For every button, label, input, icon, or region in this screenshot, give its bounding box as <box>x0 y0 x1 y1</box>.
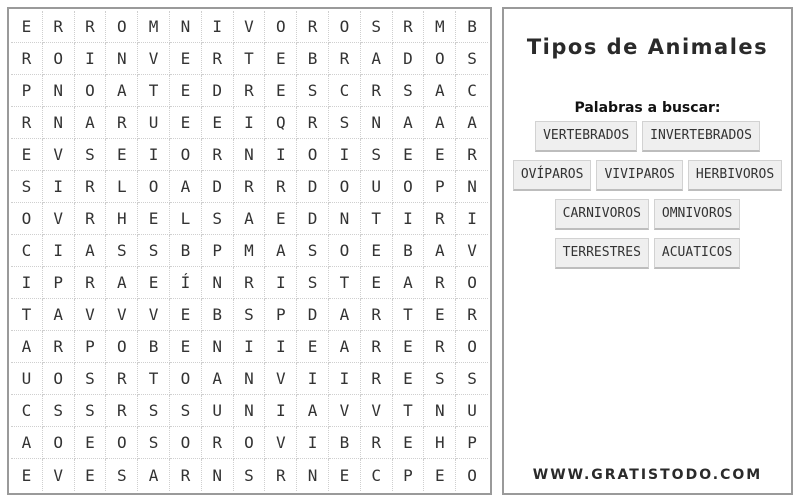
site-footer: WWW.GRATISTODO.COM <box>532 467 763 483</box>
grid-cell[interactable]: A <box>456 107 488 139</box>
grid-cell[interactable]: S <box>106 459 138 491</box>
grid-cell[interactable]: C <box>361 459 393 491</box>
grid-cell[interactable]: S <box>424 363 456 395</box>
grid-cell[interactable]: E <box>329 459 361 491</box>
grid-cell[interactable]: D <box>297 299 329 331</box>
grid-cell[interactable]: E <box>393 363 425 395</box>
word-chip[interactable]: HERBIVOROS <box>688 160 782 191</box>
grid-cell[interactable]: B <box>138 331 170 363</box>
grid-cell[interactable]: O <box>138 171 170 203</box>
grid-cell[interactable]: E <box>106 139 138 171</box>
grid-cell[interactable]: R <box>202 139 234 171</box>
grid-cell[interactable]: R <box>265 459 297 491</box>
grid-cell[interactable]: I <box>234 331 266 363</box>
grid-cell[interactable]: R <box>11 43 43 75</box>
grid-cell[interactable]: P <box>43 267 75 299</box>
grid-cell[interactable]: S <box>138 427 170 459</box>
grid-cell[interactable]: I <box>297 363 329 395</box>
grid-cell[interactable]: B <box>297 43 329 75</box>
grid-cell[interactable]: I <box>43 235 75 267</box>
grid-cell[interactable]: N <box>329 203 361 235</box>
grid-cell[interactable]: D <box>202 171 234 203</box>
grid-cell[interactable]: N <box>202 331 234 363</box>
grid-cell[interactable]: E <box>361 235 393 267</box>
grid-cell[interactable]: O <box>265 11 297 43</box>
grid-cell[interactable]: A <box>297 395 329 427</box>
grid-cell[interactable]: E <box>138 267 170 299</box>
grid-cell[interactable]: R <box>43 331 75 363</box>
grid-cell[interactable]: N <box>202 459 234 491</box>
word-chip[interactable]: OVÍPAROS <box>513 160 592 191</box>
grid-cell[interactable]: O <box>456 331 488 363</box>
word-chip[interactable]: CARNIVOROS <box>555 199 649 230</box>
grid-cell[interactable]: R <box>75 11 107 43</box>
grid-cell[interactable]: E <box>170 331 202 363</box>
grid-cell[interactable]: A <box>202 363 234 395</box>
grid-cell[interactable]: S <box>297 75 329 107</box>
grid-cell[interactable]: E <box>424 459 456 491</box>
grid-cell[interactable]: I <box>75 43 107 75</box>
grid-cell[interactable]: T <box>329 267 361 299</box>
grid-cell[interactable]: R <box>456 139 488 171</box>
grid-cell[interactable]: N <box>43 107 75 139</box>
grid-cell[interactable]: P <box>393 459 425 491</box>
grid-cell[interactable]: O <box>43 427 75 459</box>
grid-cell[interactable]: T <box>393 299 425 331</box>
grid-cell[interactable]: U <box>456 395 488 427</box>
grid-cell[interactable]: O <box>467 465 477 485</box>
grid-cell[interactable]: R <box>234 171 266 203</box>
grid-cell[interactable]: S <box>361 139 393 171</box>
grid-cell[interactable]: O <box>170 363 202 395</box>
grid-cell[interactable]: N <box>170 11 202 43</box>
grid-cell[interactable]: O <box>329 11 361 43</box>
grid-cell[interactable]: B <box>393 235 425 267</box>
grid-cell[interactable]: D <box>297 203 329 235</box>
grid-cell[interactable]: A <box>43 299 75 331</box>
grid-cell[interactable]: O <box>456 267 488 299</box>
grid-cell[interactable]: S <box>11 171 43 203</box>
grid-cell[interactable]: N <box>361 107 393 139</box>
grid-cell[interactable]: O <box>106 427 138 459</box>
grid-cell[interactable]: N <box>106 43 138 75</box>
grid-cell[interactable]: R <box>106 107 138 139</box>
grid-cell[interactable]: R <box>361 427 393 459</box>
grid-cell[interactable]: M <box>234 235 266 267</box>
grid-cell[interactable]: C <box>456 75 488 107</box>
grid-cell[interactable]: E <box>11 11 43 43</box>
grid-cell[interactable]: V <box>234 11 266 43</box>
grid-cell[interactable]: O <box>11 203 43 235</box>
word-chip[interactable]: TERRESTRES <box>555 238 649 269</box>
grid-cell[interactable]: R <box>424 203 456 235</box>
grid-cell[interactable]: T <box>393 395 425 427</box>
grid-cell[interactable]: I <box>393 203 425 235</box>
grid-cell[interactable]: E <box>393 427 425 459</box>
grid-cell[interactable]: D <box>202 75 234 107</box>
grid-cell[interactable]: P <box>265 299 297 331</box>
grid-cell[interactable]: N <box>234 363 266 395</box>
grid-cell[interactable]: N <box>234 139 266 171</box>
grid-cell[interactable]: V <box>75 299 107 331</box>
grid-cell[interactable]: V <box>138 43 170 75</box>
grid-cell[interactable]: P <box>456 427 488 459</box>
grid-cell[interactable]: E <box>424 299 456 331</box>
grid-cell[interactable]: A <box>393 267 425 299</box>
word-list <box>512 121 783 269</box>
grid-cell[interactable]: T <box>138 363 170 395</box>
grid-cell[interactable]: I <box>265 267 297 299</box>
grid-cell[interactable]: R <box>202 427 234 459</box>
grid-cell[interactable]: O <box>106 11 138 43</box>
grid-cell[interactable]: A <box>424 235 456 267</box>
grid-cell[interactable]: V <box>265 427 297 459</box>
grid-cell[interactable]: V <box>43 139 75 171</box>
grid-cell[interactable]: E <box>75 459 107 491</box>
grid-cell[interactable]: E <box>265 75 297 107</box>
grid-cell[interactable]: N <box>424 395 456 427</box>
grid-cell[interactable]: O <box>106 331 138 363</box>
grid-cell[interactable]: R <box>361 75 393 107</box>
grid-cell[interactable]: C <box>11 235 43 267</box>
grid-cell[interactable]: P <box>424 171 456 203</box>
grid-cell[interactable]: A <box>424 75 456 107</box>
grid-cell[interactable]: R <box>424 267 456 299</box>
grid-cell[interactable]: S <box>297 267 329 299</box>
word-list-panel <box>502 7 793 495</box>
word-chip[interactable]: VIVIPAROS <box>596 160 682 191</box>
grid-cell[interactable]: R <box>329 43 361 75</box>
grid-cell[interactable]: N <box>234 395 266 427</box>
grid-cell[interactable]: I <box>43 171 75 203</box>
grid-cell[interactable]: H <box>424 427 456 459</box>
grid-cell[interactable]: E <box>424 139 456 171</box>
grid-cell[interactable]: S <box>456 43 488 75</box>
grid-cell[interactable]: P <box>11 75 43 107</box>
grid-cell[interactable]: B <box>329 427 361 459</box>
grid-cell[interactable]: S <box>456 363 488 395</box>
grid-cell[interactable]: R <box>234 75 266 107</box>
word-list-heading: Palabras a buscar: <box>574 100 721 116</box>
grid-cell[interactable]: T <box>138 75 170 107</box>
grid-cell[interactable]: C <box>329 75 361 107</box>
grid-cell[interactable]: E <box>75 427 107 459</box>
grid-cell[interactable]: E <box>138 203 170 235</box>
grid-cell[interactable]: N <box>43 75 75 107</box>
grid-cell[interactable]: A <box>361 43 393 75</box>
grid-cell[interactable]: S <box>234 299 266 331</box>
grid-cell[interactable]: R <box>106 363 138 395</box>
grid-cell[interactable]: R <box>456 299 488 331</box>
grid-cell[interactable]: I <box>265 395 297 427</box>
word-chip[interactable]: OMNIVOROS <box>654 199 740 230</box>
grid-cell[interactable]: A <box>11 427 43 459</box>
grid-cell[interactable]: E <box>393 331 425 363</box>
grid-cell[interactable]: E <box>297 331 329 363</box>
grid-cell[interactable]: R <box>265 171 297 203</box>
grid-cell[interactable]: O <box>170 139 202 171</box>
grid-cell[interactable]: N <box>456 171 488 203</box>
grid-cell[interactable]: O <box>329 171 361 203</box>
grid-cell[interactable]: S <box>75 363 107 395</box>
grid-cell[interactable]: O <box>43 43 75 75</box>
grid-cell[interactable]: E <box>170 299 202 331</box>
grid-cell[interactable]: A <box>106 75 138 107</box>
grid-cell[interactable]: E <box>361 267 393 299</box>
grid-cell[interactable]: B <box>170 235 202 267</box>
grid-cell[interactable]: P <box>202 235 234 267</box>
grid-cell[interactable]: A <box>234 203 266 235</box>
word-chip[interactable]: VERTEBRADOS <box>535 121 637 152</box>
grid-cell[interactable]: I <box>456 203 488 235</box>
grid-cell[interactable]: V <box>265 363 297 395</box>
grid-cell[interactable]: R <box>297 11 329 43</box>
grid-cell[interactable]: I <box>329 363 361 395</box>
grid-cell[interactable]: B <box>456 11 488 43</box>
grid-cell[interactable]: A <box>265 235 297 267</box>
grid-cell[interactable]: A <box>75 107 107 139</box>
grid-cell[interactable]: Q <box>265 107 297 139</box>
grid-cell[interactable]: Í <box>170 267 202 299</box>
grid-cell[interactable]: E <box>11 139 43 171</box>
grid-cell[interactable]: R <box>75 203 107 235</box>
grid-cell[interactable]: S <box>170 395 202 427</box>
grid-cell[interactable]: I <box>265 139 297 171</box>
grid-cell[interactable]: E <box>170 75 202 107</box>
word-chip[interactable]: ACUATICOS <box>654 238 740 269</box>
grid-cell[interactable]: B <box>202 299 234 331</box>
grid-cell[interactable]: E <box>11 459 43 491</box>
grid-cell[interactable]: R <box>202 43 234 75</box>
grid-cell[interactable]: I <box>265 331 297 363</box>
grid-cell[interactable]: R <box>424 331 456 363</box>
grid-cell[interactable]: V <box>106 299 138 331</box>
grid-cell[interactable]: I <box>329 139 361 171</box>
grid-cell[interactable]: R <box>75 171 107 203</box>
grid-cell[interactable]: A <box>138 459 170 491</box>
grid-cell[interactable]: E <box>202 107 234 139</box>
grid-cell[interactable]: V <box>329 395 361 427</box>
grid-cell[interactable]: N <box>297 459 329 491</box>
letter-grid <box>11 11 488 491</box>
grid-cell[interactable]: R <box>361 331 393 363</box>
grid-cell[interactable]: S <box>234 459 266 491</box>
grid-cell[interactable]: L <box>106 171 138 203</box>
grid-cell[interactable]: H <box>106 203 138 235</box>
grid-cell[interactable]: S <box>43 395 75 427</box>
grid-cell[interactable]: V <box>456 235 488 267</box>
grid-cell[interactable]: E <box>265 203 297 235</box>
grid-cell[interactable]: R <box>170 459 202 491</box>
grid-cell[interactable]: E <box>170 43 202 75</box>
grid-cell[interactable]: T <box>11 299 43 331</box>
grid-cell[interactable]: A <box>106 267 138 299</box>
grid-cell[interactable]: D <box>297 171 329 203</box>
grid-cell[interactable]: I <box>234 107 266 139</box>
grid-cell[interactable]: L <box>170 203 202 235</box>
grid-cell[interactable]: E <box>170 107 202 139</box>
grid-cell[interactable]: S <box>106 235 138 267</box>
grid-cell[interactable]: T <box>361 203 393 235</box>
grid-cell[interactable]: O <box>297 139 329 171</box>
grid-cell[interactable]: U <box>361 171 393 203</box>
grid-cell[interactable]: S <box>361 11 393 43</box>
grid-cell[interactable]: S <box>75 395 107 427</box>
grid-cell[interactable]: R <box>43 11 75 43</box>
grid-cell[interactable]: O <box>393 171 425 203</box>
grid-cell[interactable]: C <box>11 395 43 427</box>
grid-cell[interactable]: V <box>361 395 393 427</box>
grid-cell[interactable]: S <box>329 107 361 139</box>
grid-cell[interactable]: I <box>11 267 43 299</box>
grid-cell[interactable]: R <box>234 267 266 299</box>
grid-cell[interactable]: S <box>393 75 425 107</box>
grid-cell[interactable]: S <box>297 235 329 267</box>
grid-cell[interactable]: S <box>75 139 107 171</box>
grid-cell[interactable]: A <box>170 171 202 203</box>
grid-cell[interactable]: O <box>43 363 75 395</box>
grid-cell[interactable]: O <box>424 43 456 75</box>
grid-cell[interactable]: M <box>424 11 456 43</box>
grid-cell[interactable]: R <box>75 267 107 299</box>
grid-cell[interactable]: E <box>265 43 297 75</box>
puzzle-title: Tipos de Animales <box>526 35 769 59</box>
grid-cell[interactable]: O <box>170 427 202 459</box>
grid-cell[interactable]: N <box>202 267 234 299</box>
grid-cell[interactable]: I <box>297 427 329 459</box>
word-chip[interactable]: INVERTEBRADOS <box>642 121 760 152</box>
grid-cell[interactable]: O <box>75 75 107 107</box>
grid-cell[interactable]: S <box>138 395 170 427</box>
grid-cell[interactable]: R <box>361 299 393 331</box>
grid-cell[interactable]: S <box>138 235 170 267</box>
grid-cell[interactable]: V <box>43 459 75 491</box>
grid-cell[interactable]: R <box>393 11 425 43</box>
grid-cell[interactable]: O <box>329 235 361 267</box>
grid-cell[interactable]: R <box>361 363 393 395</box>
grid-cell[interactable]: R <box>106 395 138 427</box>
grid-cell[interactable]: V <box>43 203 75 235</box>
grid-cell[interactable]: I <box>138 139 170 171</box>
grid-cell[interactable]: P <box>75 331 107 363</box>
grid-cell[interactable]: O <box>234 427 266 459</box>
grid-cell[interactable]: U <box>11 363 43 395</box>
grid-cell[interactable]: A <box>424 107 456 139</box>
grid-cell[interactable]: E <box>393 139 425 171</box>
grid-cell[interactable]: R <box>11 107 43 139</box>
grid-cell[interactable]: D <box>393 43 425 75</box>
grid-cell[interactable]: R <box>297 107 329 139</box>
grid-cell[interactable]: A <box>393 107 425 139</box>
grid-cell[interactable]: A <box>75 235 107 267</box>
grid-cell[interactable]: V <box>138 299 170 331</box>
grid-cell[interactable]: A <box>11 331 43 363</box>
grid-cell[interactable]: A <box>329 331 361 363</box>
grid-cell[interactable]: U <box>202 395 234 427</box>
grid-cell[interactable]: I <box>202 11 234 43</box>
grid-cell[interactable]: T <box>234 43 266 75</box>
grid-cell[interactable]: S <box>202 203 234 235</box>
grid-cell[interactable]: M <box>138 11 170 43</box>
grid-cell[interactable]: U <box>138 107 170 139</box>
letter-grid-panel <box>7 7 492 495</box>
grid-cell[interactable]: A <box>329 299 361 331</box>
